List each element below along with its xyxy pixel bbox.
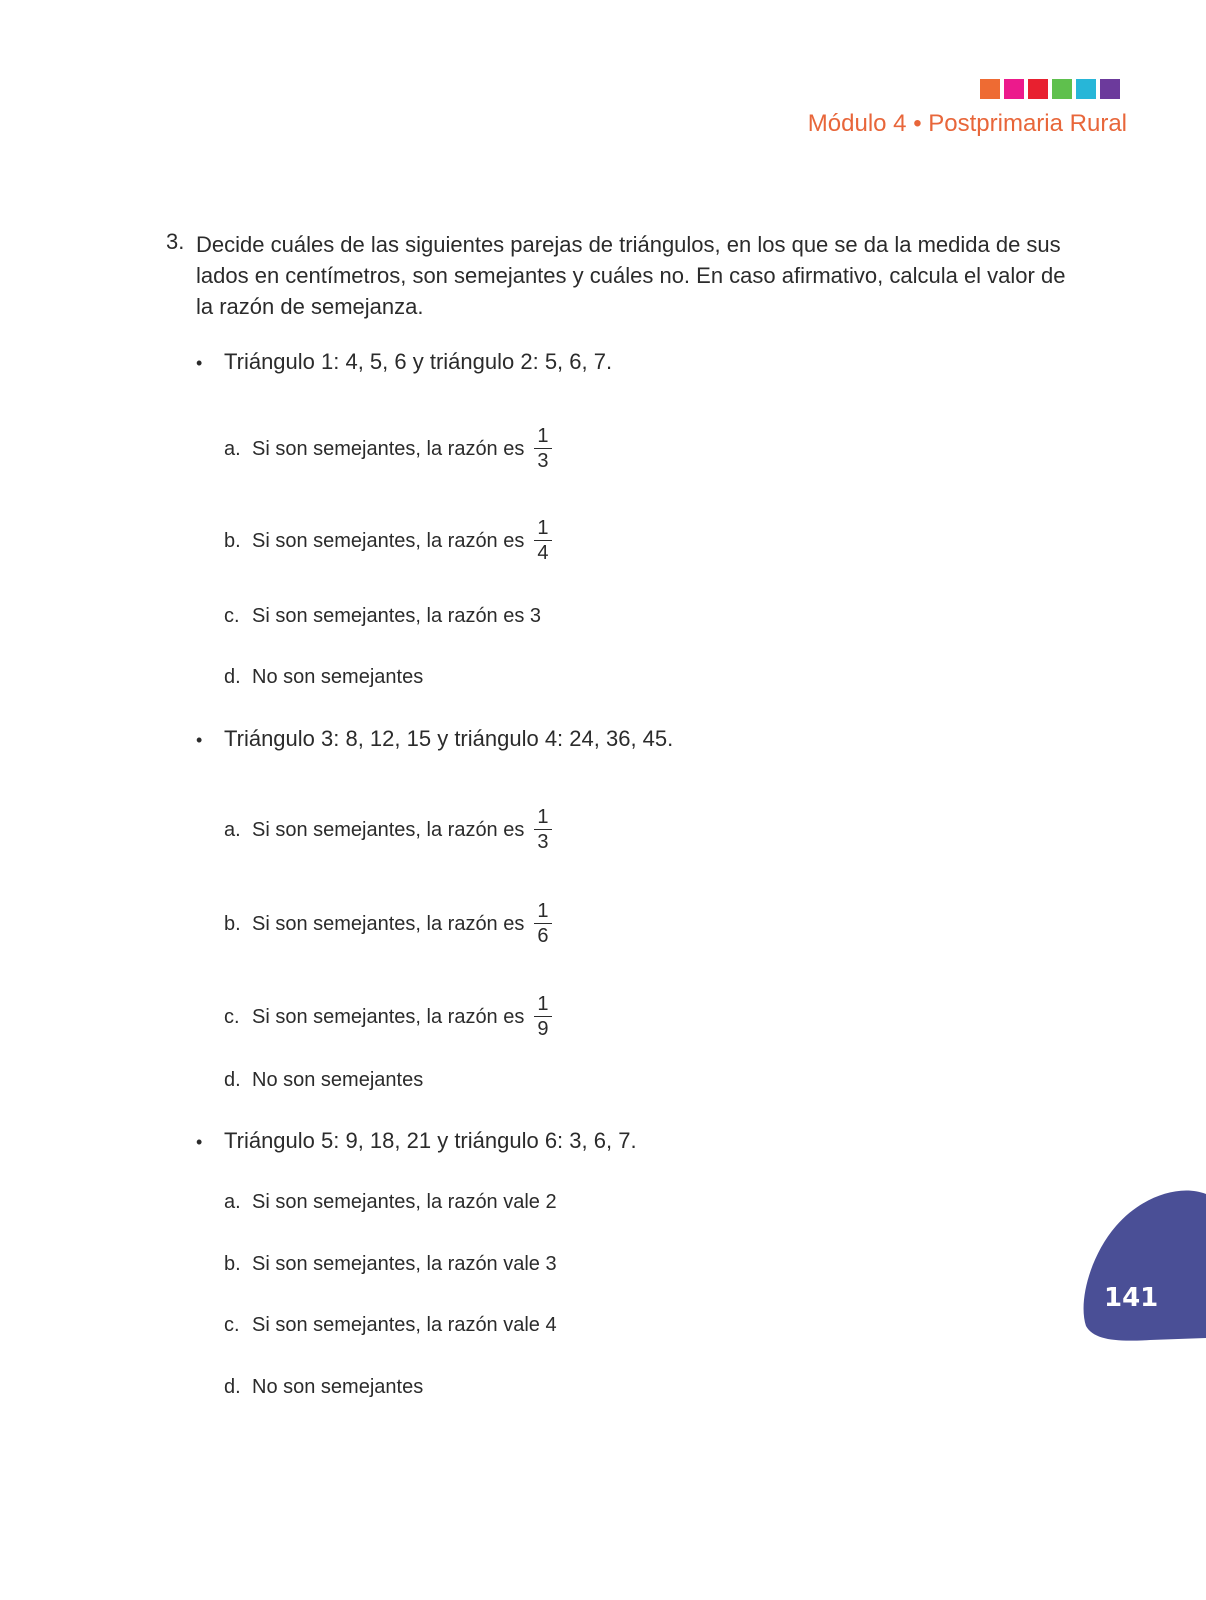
option-letter: b. — [224, 529, 241, 552]
option-text: Si son semejantes, la razón es — [252, 529, 525, 552]
option-3d[interactable] — [224, 1373, 423, 1401]
option-text: Si son semejantes, la razón es — [252, 818, 525, 841]
option-text: Si son semejantes, la razón es — [252, 912, 525, 935]
option-1b[interactable] — [224, 517, 552, 564]
color-square-magenta — [1004, 79, 1024, 99]
option-3c[interactable] — [224, 1311, 557, 1339]
triangle-pair-title: Triángulo 5: 9, 18, 21 y triángulo 6: 3, 6, 7. — [224, 1128, 637, 1153]
triangle-pair-2 — [196, 723, 996, 756]
option-2a[interactable] — [224, 806, 552, 853]
option-text: No son semejantes — [252, 1376, 424, 1398]
fraction-denominator: 3 — [537, 831, 549, 853]
option-2d[interactable] — [224, 1066, 423, 1094]
option-text: Si son semejantes, la razón vale 4 — [252, 1314, 557, 1336]
header-title: Módulo 4 • Postprimaria Rural — [807, 110, 1127, 137]
option-letter: d. — [224, 1069, 241, 1091]
option-3b[interactable] — [224, 1250, 557, 1278]
option-letter: a. — [224, 818, 241, 841]
triangle-pair-3 — [196, 1125, 996, 1158]
option-2c[interactable] — [224, 993, 552, 1040]
option-text: Si son semejantes, la razón vale 2 — [252, 1191, 557, 1213]
option-1a[interactable] — [224, 425, 552, 472]
fraction-denominator: 9 — [537, 1018, 549, 1040]
option-1d[interactable] — [224, 663, 423, 691]
option-letter: c. — [224, 1005, 240, 1028]
question-text: Decide cuáles de las siguientes parejas de triángulos, en los que se da la medida de sus lados en centímetros, son semejantes y cuáles no. En caso afirmativo, calcula el valor de la razón de semejanza. — [196, 232, 1066, 319]
triangle-pair-title: Triángulo 3: 8, 12, 15 y triángulo 4: 24, 36, 45. — [224, 726, 674, 751]
fraction — [534, 425, 551, 472]
option-letter: d. — [224, 666, 241, 688]
fraction-numerator: 1 — [534, 993, 551, 1017]
fraction — [534, 806, 551, 853]
option-text: Si son semejantes, la razón vale 3 — [252, 1253, 557, 1275]
fraction-denominator: 3 — [537, 450, 549, 472]
option-2b[interactable] — [224, 900, 552, 947]
fraction-numerator: 1 — [534, 517, 551, 541]
option-3a[interactable] — [224, 1188, 557, 1216]
triangle-pair-title: Triángulo 1: 4, 5, 6 y triángulo 2: 5, 6, 7. — [224, 349, 613, 374]
bullet-icon: • — [196, 1132, 203, 1152]
option-letter: a. — [224, 1191, 241, 1213]
option-letter: c. — [224, 1314, 240, 1336]
fraction — [534, 993, 551, 1040]
option-text: No son semejantes — [252, 666, 424, 688]
option-letter: b. — [224, 1253, 241, 1275]
option-text: Si son semejantes, la razón es 3 — [252, 605, 542, 627]
color-square-purple — [1100, 79, 1120, 99]
header-color-strip — [980, 79, 1120, 99]
bullet-icon: • — [196, 353, 203, 373]
page-number: 141 — [1104, 1283, 1159, 1313]
color-square-red — [1028, 79, 1048, 99]
fraction — [534, 900, 551, 947]
fraction-numerator: 1 — [534, 806, 551, 830]
bullet-icon: • — [196, 730, 203, 750]
option-letter: c. — [224, 605, 240, 627]
fraction-denominator: 4 — [537, 542, 549, 564]
fraction — [534, 517, 551, 564]
option-text: Si son semejantes, la razón es — [252, 1005, 525, 1028]
color-square-cyan — [1076, 79, 1096, 99]
option-letter: b. — [224, 912, 241, 935]
option-letter: d. — [224, 1376, 241, 1398]
fraction-numerator: 1 — [534, 425, 551, 449]
color-square-green — [1052, 79, 1072, 99]
option-text: Si son semejantes, la razón es — [252, 437, 525, 460]
option-letter: a. — [224, 437, 241, 460]
option-1c[interactable] — [224, 602, 541, 630]
question-number: 3. — [166, 229, 185, 254]
fraction-numerator: 1 — [534, 900, 551, 924]
fraction-denominator: 6 — [537, 925, 549, 947]
question-3 — [166, 229, 1086, 322]
option-text: No son semejantes — [252, 1069, 424, 1091]
color-square-orange — [980, 79, 1000, 99]
triangle-pair-1 — [196, 346, 996, 379]
page-number-blob — [1080, 1190, 1206, 1344]
